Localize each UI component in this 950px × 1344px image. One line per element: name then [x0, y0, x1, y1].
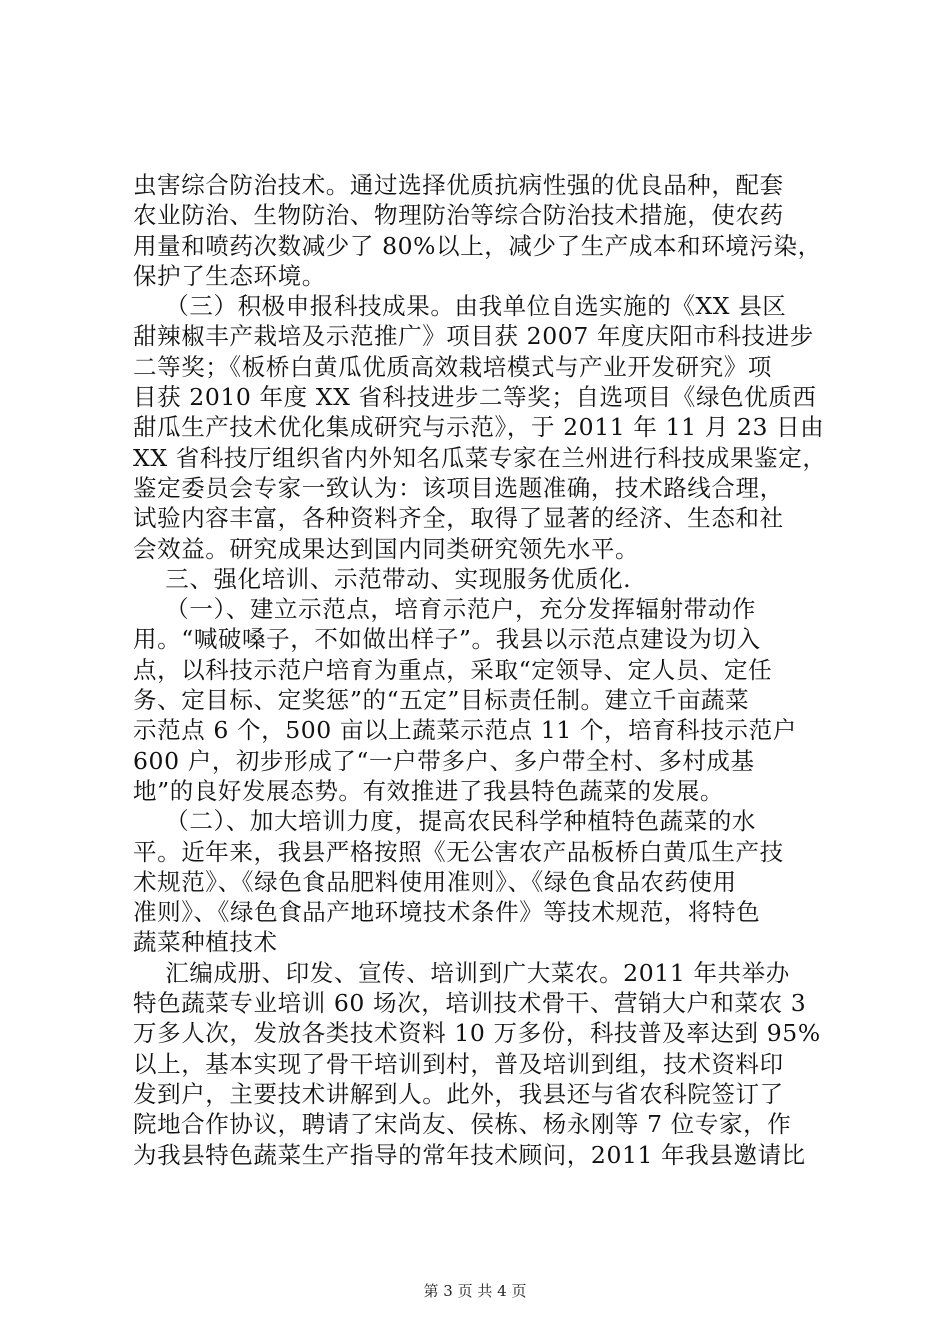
text-line: 地”的良好发展态势。有效推进了我县特色蔬菜的发展。	[133, 776, 725, 805]
text-line: 甜瓜生产技术优化集成研究与示范》，于 2011 年 11 月 23 日由	[133, 413, 825, 442]
text-line: 以上，基本实现了骨干培训到村，普及培训到组，技术资料印	[133, 1049, 784, 1078]
page-footer: 第 3 页 共 4 页	[423, 1282, 527, 1300]
text-line: 院地合作协议，聘请了宋尚友、侯栋、杨永刚等 7 位专家，作	[133, 1110, 792, 1139]
text-line: 特色蔬菜专业培训 60 场次，培训技术骨干、营销大户和菜农 3	[133, 989, 807, 1018]
text-line: 农业防治、生物防治、物理防治等综合防治技术措施，使农药	[133, 201, 784, 230]
text-line: 保护了生态环境。	[133, 261, 326, 290]
text-line: 务、定目标、定奖惩”的“五定”目标责任制。建立千亩蔬菜	[133, 686, 750, 715]
text-line: 为我县特色蔬菜生产指导的常年技术顾问，2011 年我县邀请比	[133, 1140, 806, 1169]
text-line: （一）、建立示范点，培育示范户，充分发挥辐射带动作	[133, 595, 757, 624]
text-line: 会效益。研究成果达到国内同类研究领先水平。	[133, 534, 640, 563]
text-line: 术规范》、《绿色食品肥料使用准则》、《绿色食品农药使用	[133, 867, 737, 896]
text-line: 用量和喷药次数减少了 80%以上，减少了生产成本和环境污染，	[133, 231, 822, 260]
text-line: 甜辣椒丰产栽培及示范推广》项目获 2007 年度庆阳市科技进步	[133, 322, 814, 351]
text-line: 虫害综合防治技术。通过选择优质抗病性强的优良品种，配套	[133, 171, 784, 199]
text-line: 用。“喊破嗓子，不如做出样子”。我县以示范点建设为切入	[133, 625, 761, 654]
text-line: 二等奖；《板桥白黄瓜优质高效栽培模式与产业开发研究》项	[133, 352, 772, 381]
text-line: 示范点 6 个，500 亩以上蔬菜示范点 11 个，培育科技示范户	[133, 716, 797, 745]
text-line: （三）积极申报科技成果。由我单位自选实施的《XX 县区	[133, 292, 787, 321]
text-line: 万多人次，发放各类技术资料 10 万多份，科技普及率达到 95%	[133, 1019, 821, 1048]
text-line: 鉴定委员会专家一致认为：该项目选题准确，技术路线合理，	[133, 473, 784, 502]
text-line: XX 省科技厅组织省内外知名瓜菜专家在兰州进行科技成果鉴定，	[133, 443, 827, 472]
text-line: 点，以科技示范户培育为重点，采取“定领导、定人员、定任	[133, 655, 773, 684]
text-line: 准则》、《绿色食品产地环境技术条件》等技术规范，将特色	[133, 898, 761, 927]
text-line: 蔬菜种植技术	[133, 928, 278, 957]
text-line: 三、强化培训、示范带动、实现服务优质化.	[133, 564, 632, 593]
text-line: （二）、加大培训力度，提高农民科学种植特色蔬菜的水	[133, 807, 757, 836]
text-line: 平。近年来，我县严格按照《无公害农产品板桥白黄瓜生产技	[133, 837, 784, 866]
text-line: 600 户，初步形成了“一户带多户、多户带全村、多村成基	[133, 746, 755, 775]
text-line: 汇编成册、印发、宣传、培训到广大菜农。2011 年共举办	[133, 958, 790, 987]
text-line: 试验内容丰富，各种资料齐全，取得了显著的经济、生态和社	[133, 504, 784, 533]
body-text	[133, 170, 833, 1170]
text-line: 目获 2010 年度 XX 省科技进步二等奖；自选项目《绿色优质西	[133, 383, 817, 412]
text-line: 发到户，主要技术讲解到人。此外，我县还与省农科院签订了	[133, 1079, 784, 1108]
